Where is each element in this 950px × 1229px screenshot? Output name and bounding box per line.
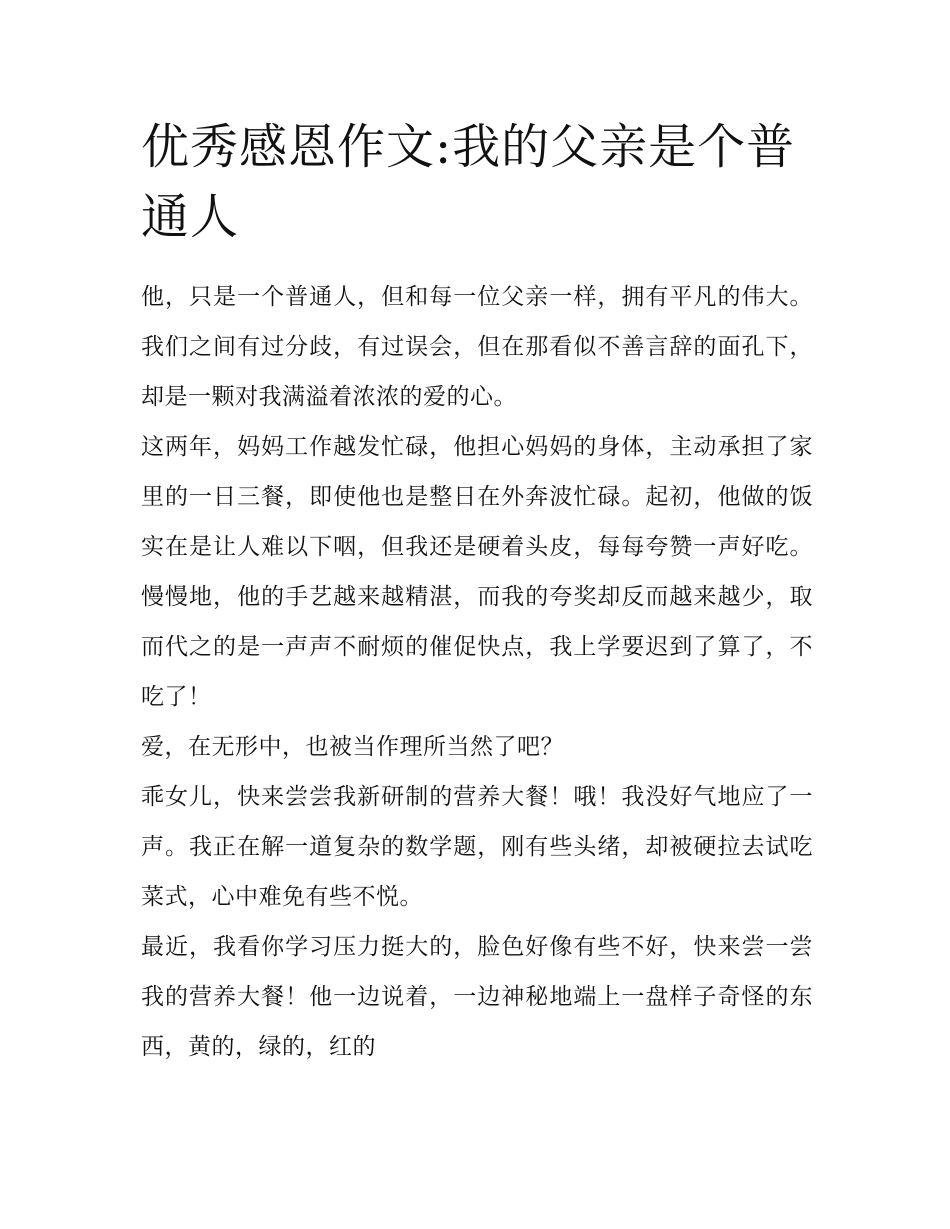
document-title: 优秀感恩作文:我的父亲是个普通人 bbox=[141, 119, 796, 245]
paragraph: 乖女儿，快来尝尝我新研制的营养大餐！哦！我没好气地应了一声。我正在解一道复杂的数学题，刚有些头绪，却被硬拉去试吃菜式，心中难免有些不悦。 bbox=[141, 784, 813, 910]
document-body bbox=[141, 272, 813, 1072]
document-page bbox=[141, 112, 813, 1072]
paragraph: 这两年，妈妈工作越发忙碌，他担心妈妈的身体，主动承担了家里的一日三餐，即使他也是整日在外奔波忙碌。起初，他做的饭实在是让人难以下咽，但我还是硬着头皮，每每夸赞一声好吃。慢慢地，他的手艺越来越精湛，而我的夸奖却反而越来越少，取而代之的是一声声不耐烦的催促快点，我上学要迟到了算了，不吃了！ bbox=[141, 434, 813, 710]
paragraph: 最近，我看你学习压力挺大的，脸色好像有些不好，快来尝一尝我的营养大餐！他一边说着，一边神秘地端上一盘样子奇怪的东西，黄的，绿的，红的 bbox=[141, 934, 813, 1060]
paragraph: 他，只是一个普通人，但和每一位父亲一样，拥有平凡的伟大。 我们之间有过分歧，有过误会，但在那看似不善言辞的面孔下，却是一颗对我满溢着浓浓的爱的心。 bbox=[141, 284, 813, 410]
paragraph: 爱，在无形中，也被当作理所当然了吧？ bbox=[141, 734, 564, 760]
